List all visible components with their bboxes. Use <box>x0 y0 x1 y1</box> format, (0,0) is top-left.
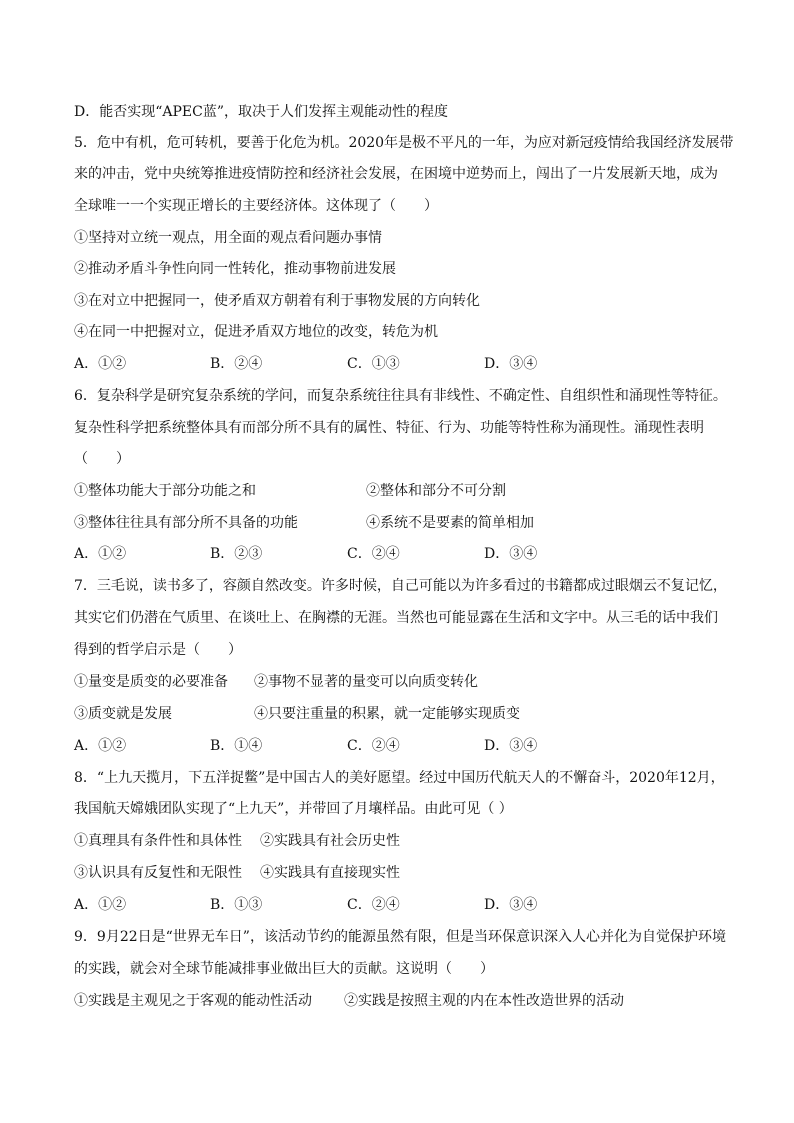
q6-stem-line-3: （ ） <box>74 451 130 467</box>
q8-choice-c: C．②④ <box>347 897 400 913</box>
q6-choice-c: C．②④ <box>347 546 400 562</box>
q8-choice-a: A．①② <box>74 897 127 913</box>
q5-stem-line-3: 全球唯一一个实现正增长的主要经济体。这体现了（ ） <box>74 198 438 214</box>
q8-choice-d: D．③④ <box>484 897 538 913</box>
q6-choice-b: B．②③ <box>210 546 263 562</box>
q8-item-3: ③认识具有反复性和无限性 <box>74 865 242 881</box>
q7-choice-d: D．③④ <box>484 738 538 754</box>
q6-choice-a: A．①② <box>74 546 127 562</box>
q9-stem-line-1: 9．9月22日是“世界无车日”，该活动节约的能源虽然有限，但是当环保意识深入人心并化为自觉保护环境 <box>74 929 726 945</box>
q6-item-1: ①整体功能大于部分功能之和 <box>74 483 256 499</box>
q6-choice-d: D．③④ <box>484 546 538 562</box>
q5-item-3: ③在对立中把握同一，使矛盾双方朝着有利于事物发展的方向转化 <box>74 293 480 309</box>
prev-option-d: D．能否实现“APEC蓝”，取决于人们发挥主观能动性的程度 <box>74 104 448 120</box>
q5-item-1: ①坚持对立统一观点，用全面的观点看问题办事情 <box>74 230 382 246</box>
q7-item-2: ②事物不显著的量变可以向质变转化 <box>254 674 478 690</box>
q5-choice-b: B．②④ <box>210 356 263 372</box>
q5-stem-line-2: 来的冲击，党中央统筹推进疫情防控和经济社会发展，在困境中逆势而上，闯出了一片发展新天地，成为 <box>74 166 718 182</box>
q7-choice-b: B．①④ <box>210 738 263 754</box>
q6-item-2: ②整体和部分不可分割 <box>366 483 506 499</box>
q6-item-4: ④系统不是要素的简单相加 <box>366 515 534 531</box>
q8-stem-line-1: 8．“上九天揽月，下五洋捉鳖”是中国古人的美好愿望。经过中国历代航天人的不懈奋斗，2020年12月， <box>74 770 725 786</box>
q8-choice-b: B．①③ <box>210 897 263 913</box>
q8-item-4: ④实践具有直接现实性 <box>260 865 400 881</box>
q7-stem-line-1: 7．三毛说，读书多了，容颜自然改变。许多时候，自己可能以为许多看过的书籍都成过眼烟云不复记忆， <box>74 578 727 594</box>
q5-stem-line-1: 5．危中有机，危可转机，要善于化危为机。2020年是极不平凡的一年，为应对新冠疫情给我国经济发展带 <box>74 135 734 151</box>
q8-stem-line-2: 我国航天嫦娥团队实现了“上九天”，并带回了月壤样品。由此可见（ ） <box>74 801 513 817</box>
q5-item-4: ④在同一中把握对立，促进矛盾双方地位的改变，转危为机 <box>74 324 438 340</box>
q6-stem-line-1: 6．复杂科学是研究复杂系统的学问，而复杂系统往往具有非线性、不确定性、自组织性和涌现性等特征。 <box>74 388 727 404</box>
q9-stem-line-2: 的实践，就会对全球节能减排事业做出巨大的贡献。这说明（ ） <box>74 961 494 977</box>
q7-stem-line-3: 得到的哲学启示是（ ） <box>74 642 242 658</box>
q7-choice-c: C．②④ <box>347 738 400 754</box>
q7-item-3: ③质变就是发展 <box>74 706 172 722</box>
q6-stem-line-2: 复杂性科学把系统整体具有而部分所不具有的属性、特征、行为、功能等特性称为涌现性。涌现性表明 <box>74 420 704 436</box>
q5-choice-d: D．③④ <box>484 356 538 372</box>
q5-item-2: ②推动矛盾斗争性向同一性转化，推动事物前进发展 <box>74 261 396 277</box>
q9-item-1: ①实践是主观见之于客观的能动性活动 <box>74 993 312 1009</box>
q6-item-3: ③整体往往具有部分所不具备的功能 <box>74 515 298 531</box>
q8-item-2: ②实践具有社会历史性 <box>260 833 400 849</box>
q9-item-2: ②实践是按照主观的内在本性改造世界的活动 <box>344 993 624 1009</box>
q5-choice-c: C．①③ <box>347 356 400 372</box>
q7-item-4: ④只要注重量的积累，就一定能够实现质变 <box>254 706 520 722</box>
q5-choice-a: A．①② <box>74 356 127 372</box>
q7-stem-line-2: 其实它们仍潜在气质里、在谈吐上、在胸襟的无涯。当然也可能显露在生活和文字中。从三毛的话中我们 <box>74 610 718 626</box>
q7-choice-a: A．①② <box>74 738 127 754</box>
q7-item-1: ①量变是质变的必要准备 <box>74 674 228 690</box>
q8-item-1: ①真理具有条件性和具体性 <box>74 833 242 849</box>
